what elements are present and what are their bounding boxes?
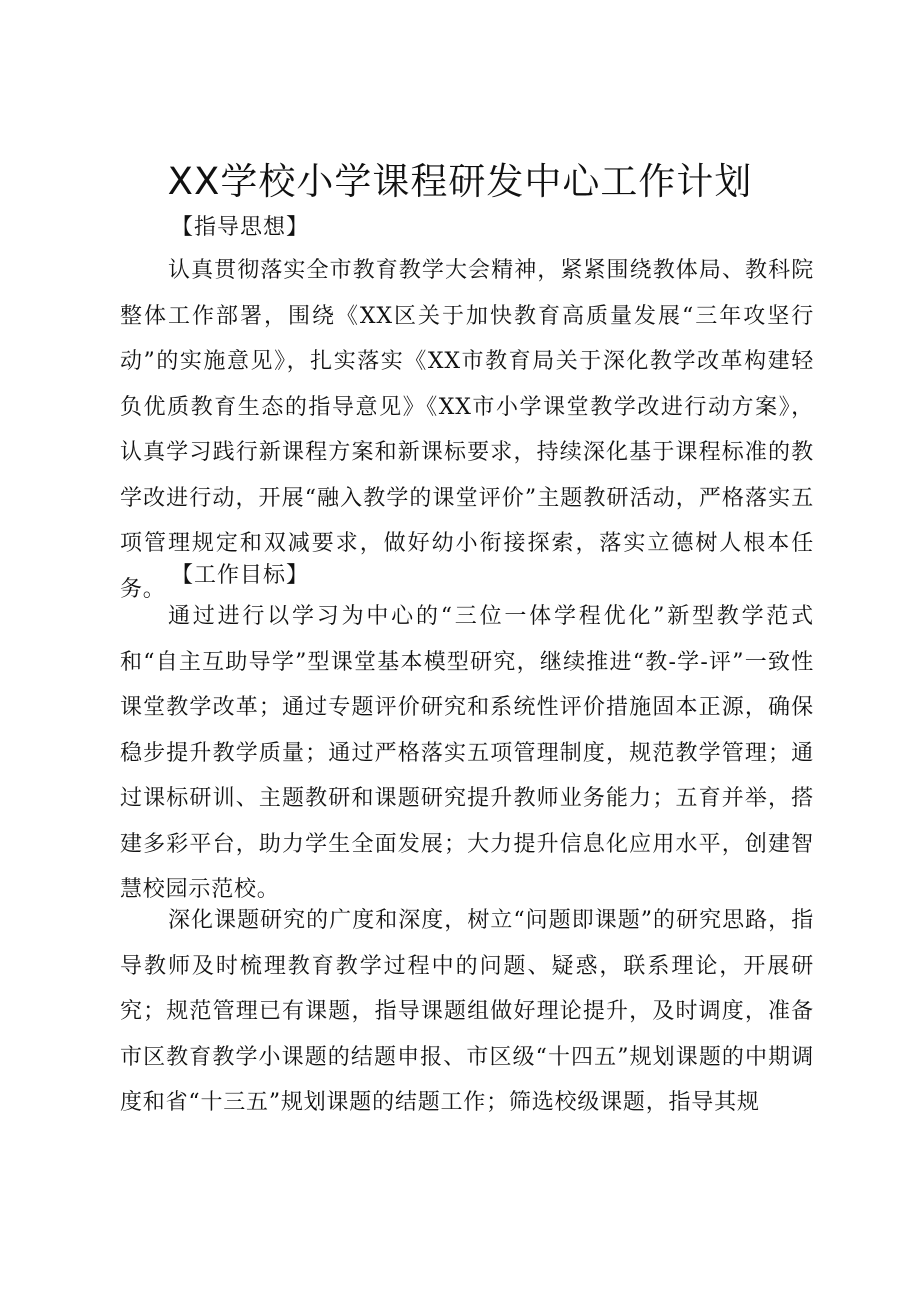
document-title: XX学校小学课程研发中心工作计划 bbox=[167, 160, 753, 203]
paragraph-research-deepening: 深化课题研究的广度和深度，树立“问题即课题”的研究思路，指导教师及时梳理教育教学过程中的问题、疑惑，联系理论，开展研究；规范管理已有课题，指导课题组做好理论提升，及时调度，准备市区教育教学小课题的结题申报、市区级“十四五”规划课题的中期调度和省“十三五”规划课题的结题工作；筛选校级课题，指导其规 bbox=[120, 908, 814, 1115]
section-heading-guiding-ideology: 【指导思想】 bbox=[171, 215, 310, 240]
paragraph-work-goals: 通过进行以学习为中心的“三位一体学程优化”新型教学范式和“自主互助导学”型课堂基本模型研究，继续推进“教-学-评”一致性课堂教学改革；通过专题评价研究和系统性评价措施固本正源，确保稳步提升教学质量；通过严格落实五项管理制度，规范教学管理；通过课标研训、主题教研和课题研究提升教师业务能力；五育并举，搭建多彩平台，助力学生全面发展；大力提升信息化应用水平，创建智慧校园示范校。 bbox=[120, 604, 814, 902]
section-heading-work-goals: 【工作目标】 bbox=[171, 563, 310, 588]
paragraph-guiding-ideology: 认真贯彻落实全市教育教学大会精神，紧紧围绕教体局、教科院整体工作部署，围绕《XX区关于加快教育高质量发展“三年攻坚行动”的实施意见》，扎实落实《XX市教育局关于深化教学改革构建轻负优质教育生态的指导意见》《XX市小学课堂教学改进行动方案》，认真学习践行新课程方案和新课标要求，持续深化基于课程标准的教学改进行动，开展“融入教学的课堂评价”主题教研活动，严格落实五项管理规定和双减要求，做好幼小衔接探索，落实立德树人根本任务。 bbox=[120, 258, 814, 602]
